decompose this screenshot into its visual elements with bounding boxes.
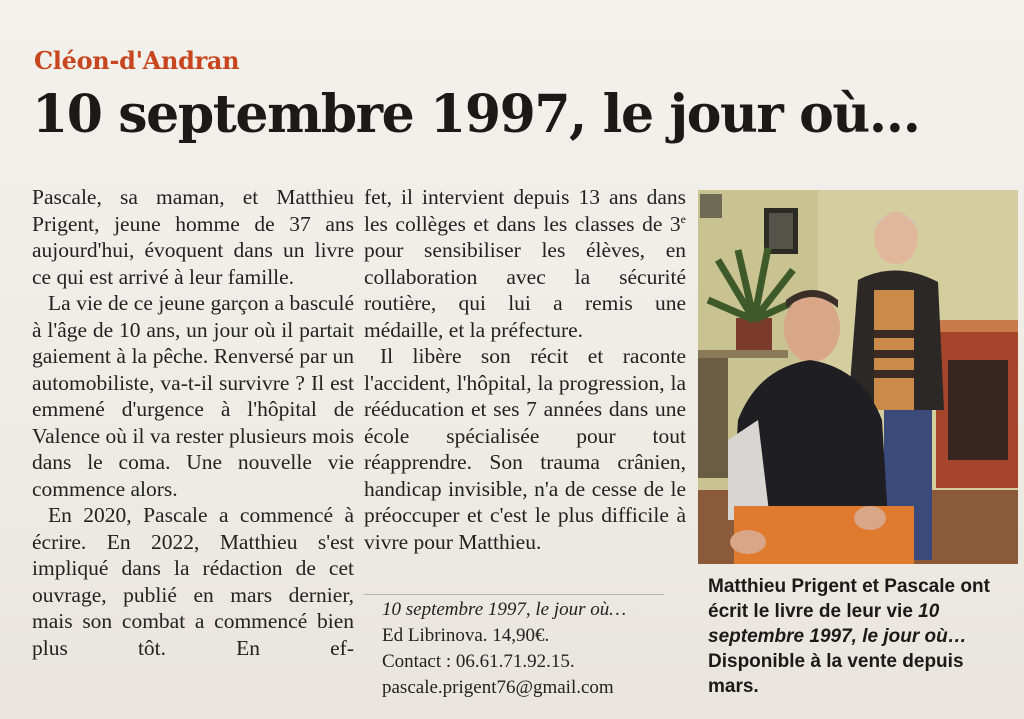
paragraph: La vie de ce jeune garçon a basculé à l'âge de 10 ans, un jour où il partait gaiement à la pêche. Renversé par un automobiliste, va-t-il survivre ? Il est emmené d'urgence à l'hôpital de Valence où il va rester plusieurs mois dans le coma. Une nouvelle vie commence alors. — [32, 291, 354, 501]
paragraph: En 2020, Pascale a commencé à écrire. En 2022, Matthieu s'est impliqué dans la rédaction de cet ouvrage, publié en mars dernier, mais son combat a commencé bien plus tôt. En ef- — [32, 503, 354, 660]
article-photo — [698, 190, 1018, 564]
photo-illustration — [698, 190, 1018, 564]
caption-text: Disponible à la vente depuis mars. — [708, 651, 964, 697]
paragraph: Pascale, sa maman, et Matthieu Prigent, jeune homme de 37 ans aujourd'hui, évoquent dans un livre ce qui est arrivé à leur famille. — [32, 185, 354, 289]
book-info-box — [382, 597, 626, 701]
contact-phone: Contact : 06.61.71.92.15. — [382, 651, 575, 672]
divider — [364, 594, 664, 595]
article-column-1 — [32, 184, 354, 661]
paragraph — [364, 184, 686, 343]
photo-caption — [708, 574, 1008, 699]
text-run: fet, il intervient depuis 13 ans dans les collèges et dans les classes de 3 — [364, 185, 686, 236]
contact-email: pascale.prigent76@gmail.com — [382, 677, 614, 698]
caption-text: Matthieu Prigent et Pascale ont écrit le livre de leur vie — [708, 576, 990, 622]
headline: 10 septembre 1997, le jour où… — [32, 84, 920, 145]
article-column-2 — [364, 184, 686, 555]
caption-book-title: 10 septembre 1997, le jour où… — [708, 601, 967, 647]
publisher-price: Ed Librinova. 14,90€. — [382, 625, 550, 646]
paragraph: Il libère son récit et raconte l'accident, l'hôpital, la progression, la rééducation et ses 7 années dans une école spécialisée pour tout réapprendre. Son trauma crânien, handicap invisible, n'a de cesse de le préoccuper et c'est le plus difficile à vivre pour Matthieu. — [364, 344, 686, 554]
superscript: e — [680, 211, 686, 226]
location-kicker: Cléon-d'Andran — [34, 46, 240, 75]
text-run: pour sensibiliser les élèves, en collaboration avec la sécurité routière, qui lui a remis une médaille, et la préfecture. — [364, 238, 686, 342]
book-title: 10 septembre 1997, le jour où… — [382, 599, 627, 620]
